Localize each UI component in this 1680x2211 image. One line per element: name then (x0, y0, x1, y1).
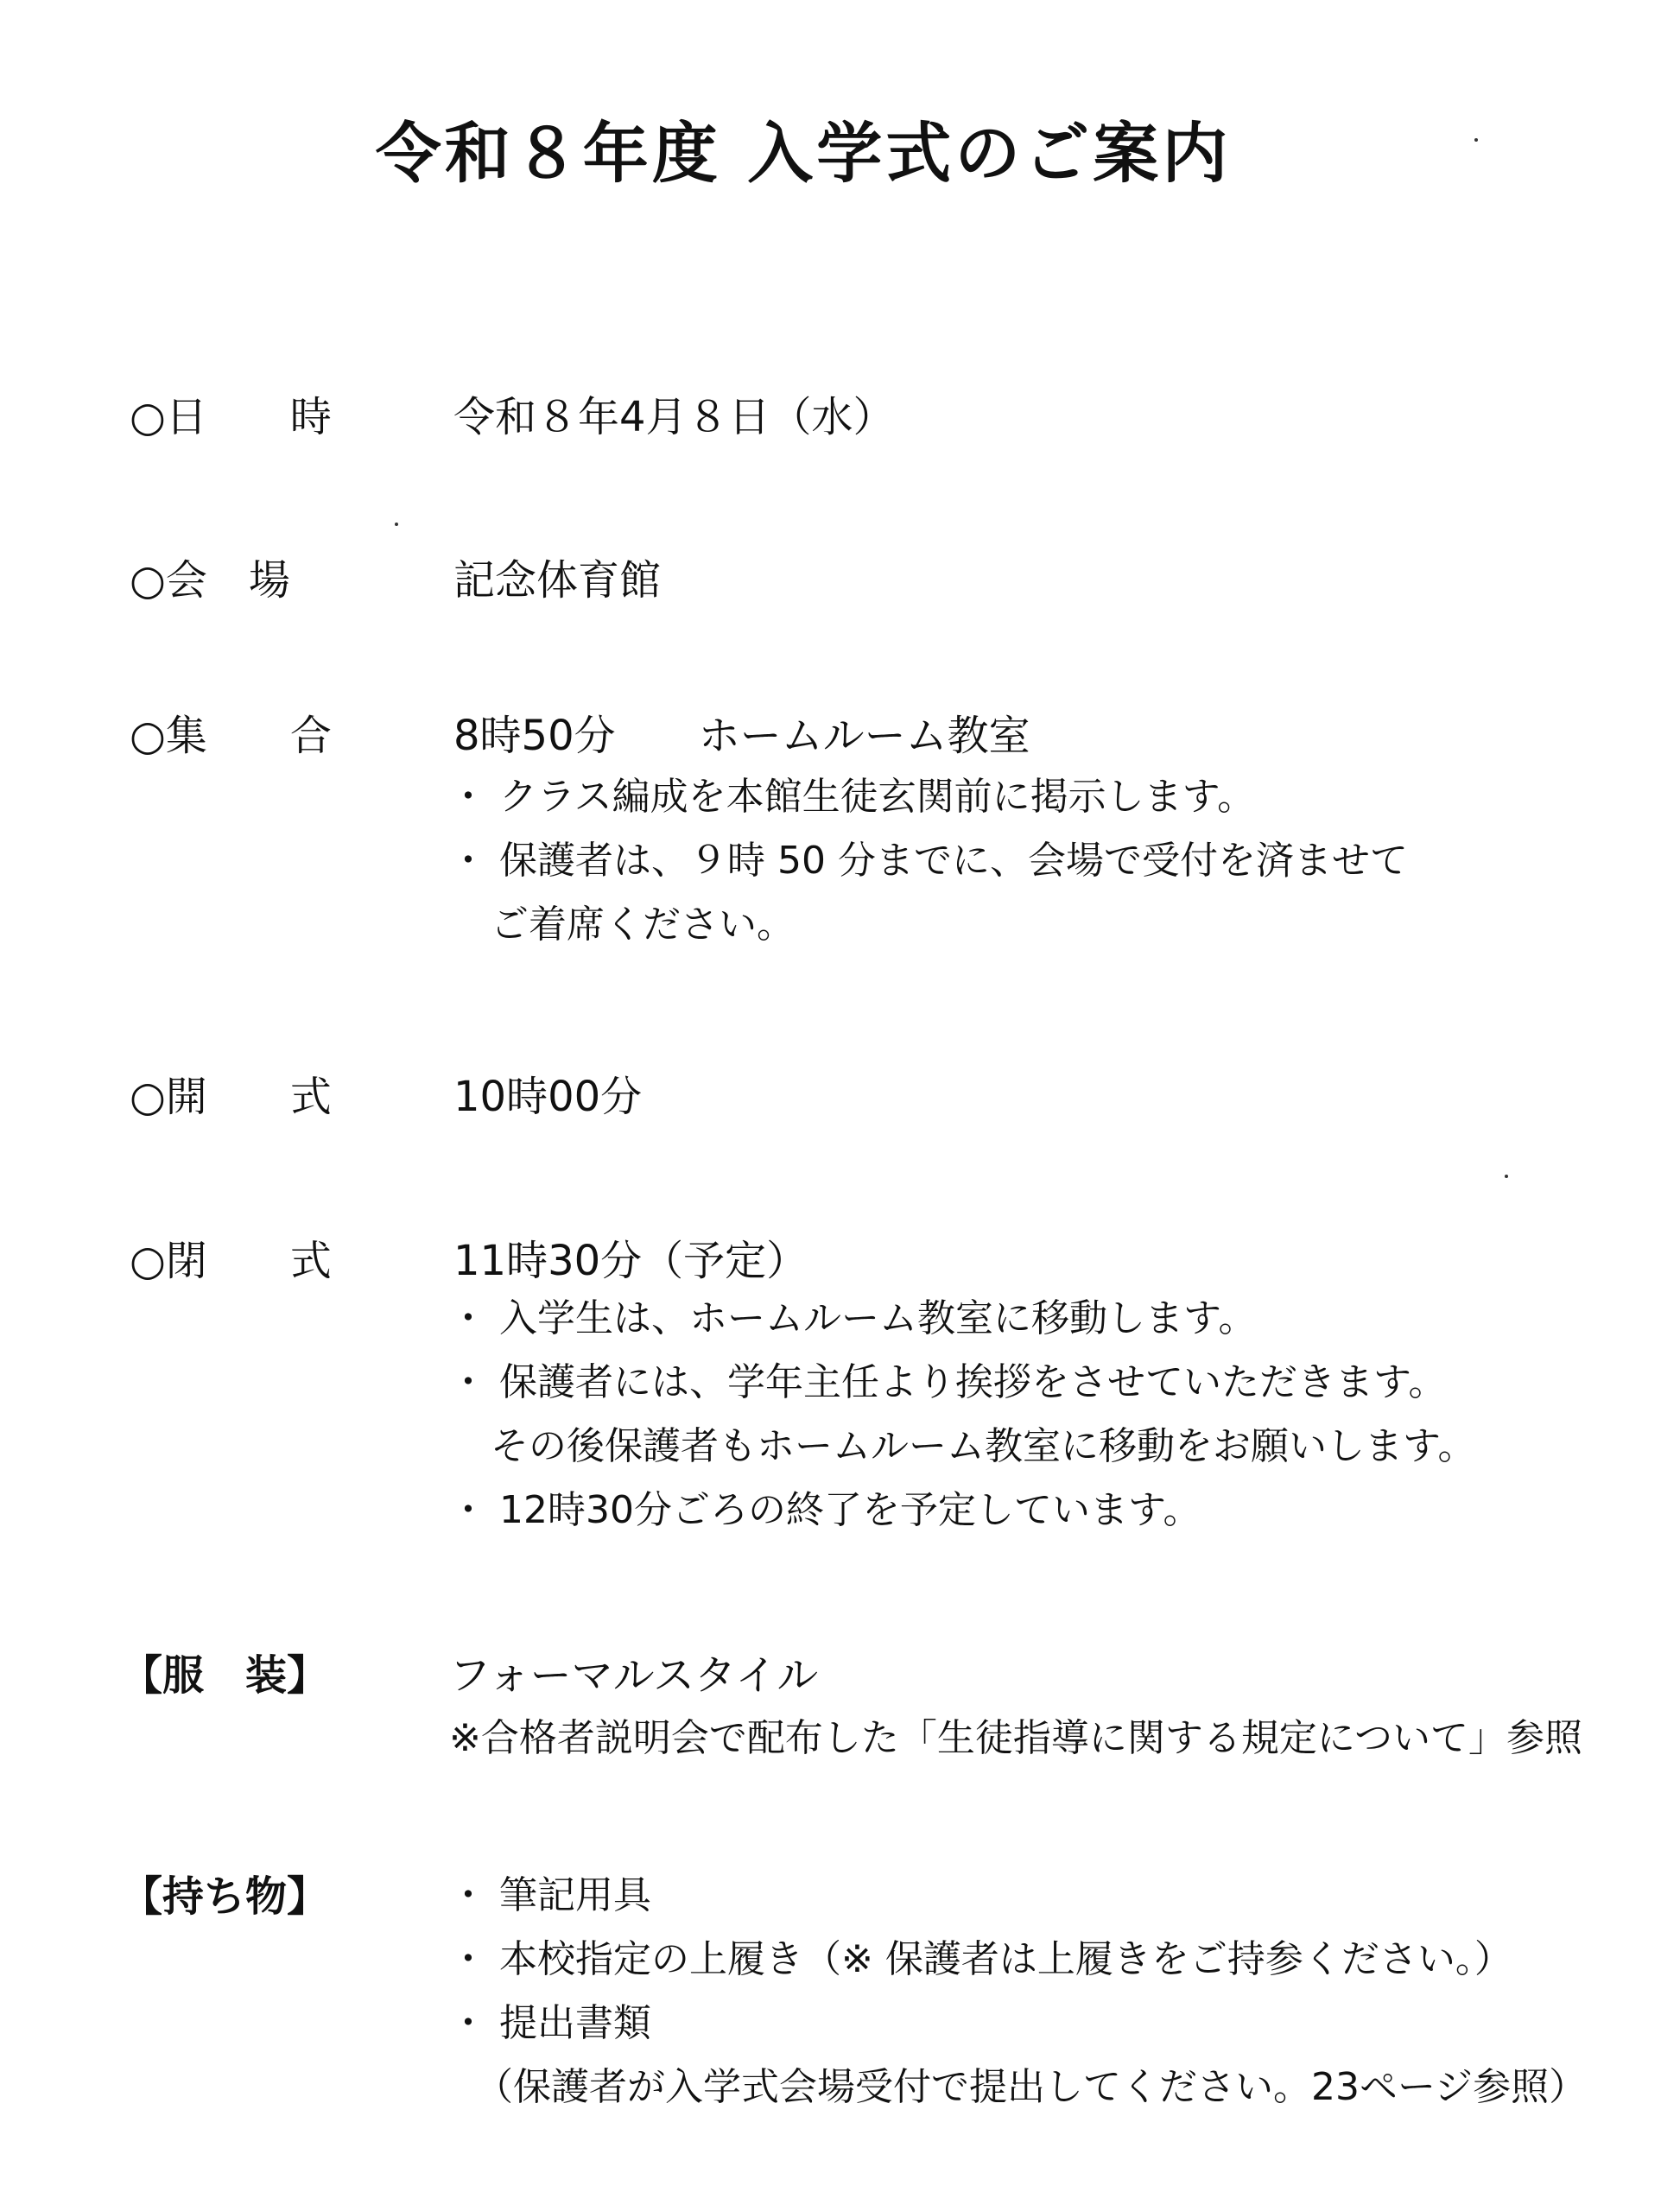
closing-label: ○閉 式 (130, 1237, 332, 1285)
attire-label: 【服 装】 (121, 1651, 329, 1700)
belongings-label: 【持ち物】 (121, 1872, 329, 1921)
closing-note: ・ 保護者には、学年主任より挨拶をさせていただきます。 (449, 1360, 1447, 1404)
closing-value: 11時30分（予定） (453, 1237, 808, 1285)
belongings-item: ・ 本校指定の上履き（※ 保護者は上履きをご持参ください。） (449, 1937, 1512, 1981)
assembly-note: ・ クラス編成を本館生徒玄関前に掲示します。 (449, 775, 1256, 819)
closing-note: ・ 入学生は、ホームルーム教室に移動します。 (449, 1296, 1257, 1340)
datetime-label: ○日 時 (130, 393, 332, 441)
venue-label: ○会 場 (130, 556, 290, 605)
closing-note: その後保護者もホームルーム教室に移動をお願いします。 (491, 1424, 1476, 1468)
scan-speck (395, 523, 398, 526)
scan-speck (1505, 1175, 1508, 1178)
assembly-note: ・ 保護者は、９時 50 分までに、会場で受付を済ませて (449, 839, 1408, 883)
belongings-item: ・ 筆記用具 (449, 1873, 651, 1917)
opening-value: 10時00分 (453, 1073, 643, 1121)
venue-value: 記念体育館 (453, 556, 662, 605)
closing-note: ・ 12時30分ごろの終了を予定しています。 (449, 1488, 1201, 1532)
page-title: 令和８年度 入学式のご案内 (375, 115, 1232, 192)
assembly-notes (449, 765, 1408, 957)
opening-label: ○開 式 (130, 1073, 332, 1121)
attire-value: フォーマルスタイル (449, 1651, 819, 1700)
scan-speck (1474, 138, 1478, 142)
assembly-label: ○集 合 (130, 712, 332, 760)
datetime-value: 令和８年4月８日（水） (453, 393, 895, 441)
assembly-note: ご着席ください。 (491, 903, 795, 947)
assembly-value: 8時50分 ホームルーム教室 (453, 712, 1030, 760)
closing-notes (449, 1287, 1475, 1543)
attire-note: ※合格者説明会で配布した「生徒指導に関する規定について」参照 (449, 1716, 1582, 1760)
belongings-list (449, 1864, 1587, 2119)
belongings-item: ・ 提出書類 (449, 2001, 651, 2045)
belongings-item: （保護者が入学式会場受付で提出してください。23ページ参照） (475, 2065, 1588, 2109)
